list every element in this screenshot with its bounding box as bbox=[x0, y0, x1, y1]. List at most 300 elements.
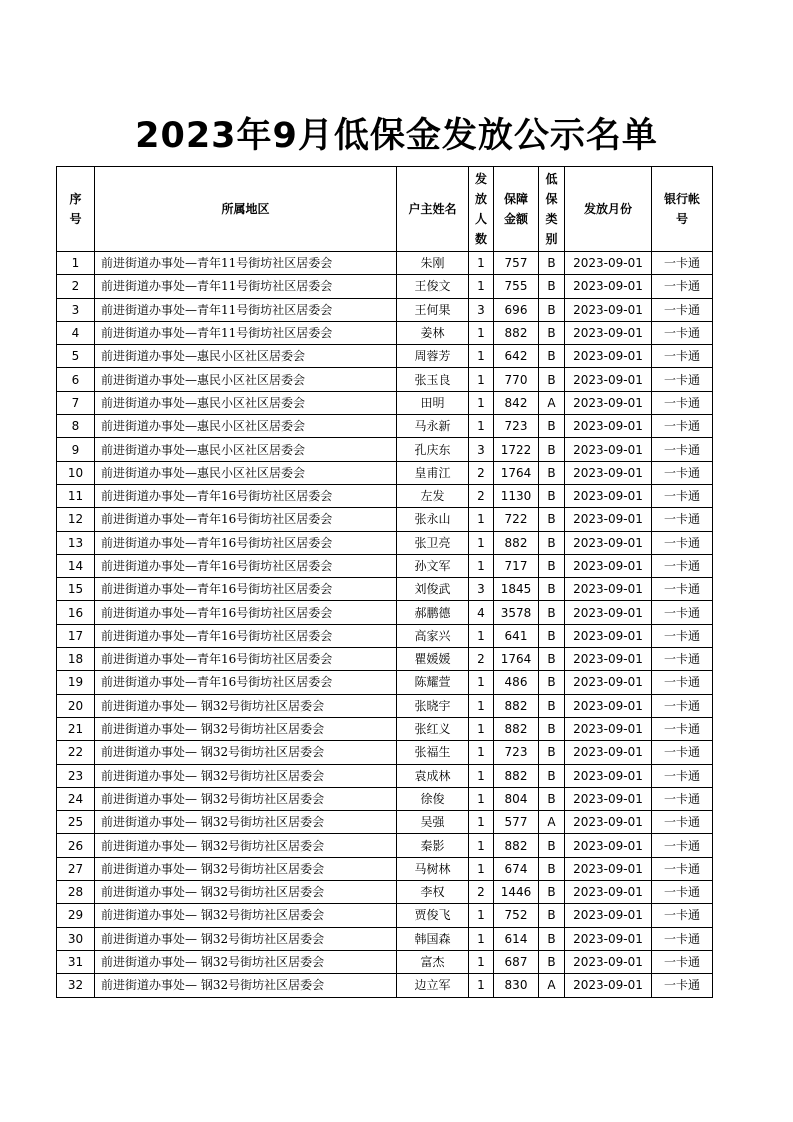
cell-amount: 757 bbox=[494, 252, 539, 275]
cell-area: 前进街道办事处— 钢32号街坊社区居委会 bbox=[95, 950, 397, 973]
cell-people: 1 bbox=[469, 904, 494, 927]
cell-people: 1 bbox=[469, 741, 494, 764]
cell-name: 周蓉芳 bbox=[397, 345, 469, 368]
cell-category: B bbox=[539, 415, 565, 438]
cell-seq: 25 bbox=[57, 811, 95, 834]
table-row bbox=[57, 927, 713, 950]
cell-bank: 一卡通 bbox=[652, 974, 713, 997]
table-row bbox=[57, 694, 713, 717]
cell-area: 前进街道办事处—青年11号街坊社区居委会 bbox=[95, 275, 397, 298]
cell-area: 前进街道办事处— 钢32号街坊社区居委会 bbox=[95, 974, 397, 997]
cell-month: 2023-09-01 bbox=[565, 484, 652, 507]
cell-people: 1 bbox=[469, 624, 494, 647]
cell-amount: 486 bbox=[494, 671, 539, 694]
cell-people: 1 bbox=[469, 275, 494, 298]
cell-name: 皇甫江 bbox=[397, 461, 469, 484]
header-amount: 保障金额 bbox=[494, 167, 539, 252]
header-people: 发放人数 bbox=[469, 167, 494, 252]
table-row bbox=[57, 321, 713, 344]
cell-area: 前进街道办事处— 钢32号街坊社区居委会 bbox=[95, 787, 397, 810]
header-bank: 银行帐号 bbox=[652, 167, 713, 252]
cell-people: 3 bbox=[469, 438, 494, 461]
cell-area: 前进街道办事处— 钢32号街坊社区居委会 bbox=[95, 904, 397, 927]
cell-amount: 752 bbox=[494, 904, 539, 927]
cell-name: 张红义 bbox=[397, 717, 469, 740]
cell-category: B bbox=[539, 275, 565, 298]
cell-name: 瞿媛媛 bbox=[397, 648, 469, 671]
table-row bbox=[57, 275, 713, 298]
table-row bbox=[57, 508, 713, 531]
cell-seq: 7 bbox=[57, 391, 95, 414]
cell-bank: 一卡通 bbox=[652, 741, 713, 764]
cell-bank: 一卡通 bbox=[652, 811, 713, 834]
cell-month: 2023-09-01 bbox=[565, 741, 652, 764]
table-row bbox=[57, 904, 713, 927]
cell-amount: 687 bbox=[494, 950, 539, 973]
cell-people: 3 bbox=[469, 578, 494, 601]
cell-people: 1 bbox=[469, 927, 494, 950]
cell-amount: 1764 bbox=[494, 648, 539, 671]
cell-name: 孙文军 bbox=[397, 554, 469, 577]
cell-name: 贾俊飞 bbox=[397, 904, 469, 927]
cell-name: 王俊文 bbox=[397, 275, 469, 298]
cell-category: B bbox=[539, 741, 565, 764]
cell-area: 前进街道办事处— 钢32号街坊社区居委会 bbox=[95, 881, 397, 904]
cell-seq: 13 bbox=[57, 531, 95, 554]
cell-amount: 804 bbox=[494, 787, 539, 810]
cell-month: 2023-09-01 bbox=[565, 974, 652, 997]
cell-area: 前进街道办事处—青年16号街坊社区居委会 bbox=[95, 578, 397, 601]
cell-area: 前进街道办事处—青年11号街坊社区居委会 bbox=[95, 252, 397, 275]
cell-amount: 696 bbox=[494, 298, 539, 321]
cell-month: 2023-09-01 bbox=[565, 531, 652, 554]
cell-people: 1 bbox=[469, 787, 494, 810]
cell-area: 前进街道办事处—惠民小区社区居委会 bbox=[95, 391, 397, 414]
table-row bbox=[57, 531, 713, 554]
cell-area: 前进街道办事处—青年16号街坊社区居委会 bbox=[95, 554, 397, 577]
cell-area: 前进街道办事处— 钢32号街坊社区居委会 bbox=[95, 834, 397, 857]
cell-month: 2023-09-01 bbox=[565, 857, 652, 880]
cell-people: 1 bbox=[469, 391, 494, 414]
cell-area: 前进街道办事处—青年16号街坊社区居委会 bbox=[95, 531, 397, 554]
cell-category: B bbox=[539, 554, 565, 577]
cell-category: B bbox=[539, 578, 565, 601]
cell-area: 前进街道办事处—惠民小区社区居委会 bbox=[95, 368, 397, 391]
cell-month: 2023-09-01 bbox=[565, 648, 652, 671]
cell-amount: 1130 bbox=[494, 484, 539, 507]
cell-bank: 一卡通 bbox=[652, 461, 713, 484]
cell-month: 2023-09-01 bbox=[565, 671, 652, 694]
cell-area: 前进街道办事处— 钢32号街坊社区居委会 bbox=[95, 694, 397, 717]
cell-bank: 一卡通 bbox=[652, 717, 713, 740]
cell-amount: 842 bbox=[494, 391, 539, 414]
cell-bank: 一卡通 bbox=[652, 950, 713, 973]
table-row bbox=[57, 671, 713, 694]
cell-bank: 一卡通 bbox=[652, 275, 713, 298]
cell-bank: 一卡通 bbox=[652, 881, 713, 904]
cell-seq: 16 bbox=[57, 601, 95, 624]
cell-month: 2023-09-01 bbox=[565, 461, 652, 484]
cell-people: 1 bbox=[469, 252, 494, 275]
cell-people: 1 bbox=[469, 321, 494, 344]
cell-bank: 一卡通 bbox=[652, 578, 713, 601]
cell-category: B bbox=[539, 834, 565, 857]
cell-seq: 14 bbox=[57, 554, 95, 577]
cell-name: 张福生 bbox=[397, 741, 469, 764]
page-title: 2023年9月低保金发放公示名单 bbox=[135, 116, 658, 156]
roster-body bbox=[57, 252, 713, 998]
cell-month: 2023-09-01 bbox=[565, 787, 652, 810]
cell-category: B bbox=[539, 484, 565, 507]
cell-people: 1 bbox=[469, 694, 494, 717]
cell-amount: 755 bbox=[494, 275, 539, 298]
cell-people: 1 bbox=[469, 764, 494, 787]
cell-month: 2023-09-01 bbox=[565, 415, 652, 438]
cell-name: 陈耀萱 bbox=[397, 671, 469, 694]
cell-seq: 21 bbox=[57, 717, 95, 740]
cell-name: 富杰 bbox=[397, 950, 469, 973]
cell-people: 1 bbox=[469, 717, 494, 740]
cell-category: B bbox=[539, 950, 565, 973]
cell-amount: 1722 bbox=[494, 438, 539, 461]
table-row bbox=[57, 974, 713, 997]
cell-category: B bbox=[539, 345, 565, 368]
cell-category: B bbox=[539, 717, 565, 740]
cell-area: 前进街道办事处—惠民小区社区居委会 bbox=[95, 438, 397, 461]
cell-people: 1 bbox=[469, 950, 494, 973]
cell-month: 2023-09-01 bbox=[565, 252, 652, 275]
cell-month: 2023-09-01 bbox=[565, 811, 652, 834]
cell-category: B bbox=[539, 298, 565, 321]
cell-people: 3 bbox=[469, 298, 494, 321]
cell-name: 王何果 bbox=[397, 298, 469, 321]
cell-name: 李权 bbox=[397, 881, 469, 904]
cell-area: 前进街道办事处— 钢32号街坊社区居委会 bbox=[95, 811, 397, 834]
cell-people: 1 bbox=[469, 415, 494, 438]
cell-category: B bbox=[539, 438, 565, 461]
table-row bbox=[57, 368, 713, 391]
cell-category: B bbox=[539, 531, 565, 554]
cell-people: 1 bbox=[469, 368, 494, 391]
cell-month: 2023-09-01 bbox=[565, 881, 652, 904]
cell-month: 2023-09-01 bbox=[565, 834, 652, 857]
cell-people: 2 bbox=[469, 484, 494, 507]
table-row bbox=[57, 298, 713, 321]
cell-area: 前进街道办事处—惠民小区社区居委会 bbox=[95, 345, 397, 368]
cell-name: 张永山 bbox=[397, 508, 469, 531]
cell-category: B bbox=[539, 904, 565, 927]
cell-area: 前进街道办事处—惠民小区社区居委会 bbox=[95, 461, 397, 484]
cell-category: B bbox=[539, 787, 565, 810]
cell-name: 朱刚 bbox=[397, 252, 469, 275]
cell-people: 1 bbox=[469, 974, 494, 997]
cell-category: A bbox=[539, 811, 565, 834]
cell-people: 1 bbox=[469, 345, 494, 368]
cell-month: 2023-09-01 bbox=[565, 927, 652, 950]
cell-amount: 641 bbox=[494, 624, 539, 647]
header-row bbox=[57, 167, 713, 252]
cell-amount: 882 bbox=[494, 694, 539, 717]
cell-area: 前进街道办事处—青年11号街坊社区居委会 bbox=[95, 321, 397, 344]
table-row bbox=[57, 438, 713, 461]
cell-seq: 31 bbox=[57, 950, 95, 973]
cell-amount: 830 bbox=[494, 974, 539, 997]
cell-people: 2 bbox=[469, 648, 494, 671]
header-area: 所属地区 bbox=[95, 167, 397, 252]
cell-seq: 32 bbox=[57, 974, 95, 997]
cell-people: 1 bbox=[469, 857, 494, 880]
table-row bbox=[57, 741, 713, 764]
cell-name: 马永新 bbox=[397, 415, 469, 438]
cell-month: 2023-09-01 bbox=[565, 717, 652, 740]
cell-bank: 一卡通 bbox=[652, 904, 713, 927]
header-name: 户主姓名 bbox=[397, 167, 469, 252]
cell-people: 1 bbox=[469, 531, 494, 554]
cell-area: 前进街道办事处—青年11号街坊社区居委会 bbox=[95, 298, 397, 321]
cell-people: 1 bbox=[469, 671, 494, 694]
cell-amount: 1446 bbox=[494, 881, 539, 904]
cell-area: 前进街道办事处—青年16号街坊社区居委会 bbox=[95, 624, 397, 647]
cell-seq: 6 bbox=[57, 368, 95, 391]
cell-people: 2 bbox=[469, 881, 494, 904]
cell-bank: 一卡通 bbox=[652, 834, 713, 857]
cell-month: 2023-09-01 bbox=[565, 321, 652, 344]
cell-people: 1 bbox=[469, 554, 494, 577]
cell-name: 孔庆东 bbox=[397, 438, 469, 461]
cell-category: B bbox=[539, 508, 565, 531]
cell-amount: 717 bbox=[494, 554, 539, 577]
cell-amount: 1845 bbox=[494, 578, 539, 601]
cell-amount: 674 bbox=[494, 857, 539, 880]
cell-seq: 29 bbox=[57, 904, 95, 927]
cell-month: 2023-09-01 bbox=[565, 438, 652, 461]
cell-amount: 1764 bbox=[494, 461, 539, 484]
cell-category: B bbox=[539, 927, 565, 950]
cell-bank: 一卡通 bbox=[652, 554, 713, 577]
cell-area: 前进街道办事处— 钢32号街坊社区居委会 bbox=[95, 857, 397, 880]
cell-name: 左发 bbox=[397, 484, 469, 507]
cell-seq: 12 bbox=[57, 508, 95, 531]
cell-area: 前进街道办事处—青年16号街坊社区居委会 bbox=[95, 484, 397, 507]
cell-bank: 一卡通 bbox=[652, 764, 713, 787]
cell-name: 刘俊武 bbox=[397, 578, 469, 601]
cell-amount: 882 bbox=[494, 834, 539, 857]
cell-category: B bbox=[539, 461, 565, 484]
table-row bbox=[57, 857, 713, 880]
cell-bank: 一卡通 bbox=[652, 508, 713, 531]
cell-month: 2023-09-01 bbox=[565, 694, 652, 717]
cell-bank: 一卡通 bbox=[652, 624, 713, 647]
table-row bbox=[57, 484, 713, 507]
cell-area: 前进街道办事处—惠民小区社区居委会 bbox=[95, 415, 397, 438]
cell-month: 2023-09-01 bbox=[565, 904, 652, 927]
cell-seq: 4 bbox=[57, 321, 95, 344]
table-row bbox=[57, 881, 713, 904]
cell-people: 1 bbox=[469, 508, 494, 531]
cell-month: 2023-09-01 bbox=[565, 624, 652, 647]
cell-area: 前进街道办事处—青年16号街坊社区居委会 bbox=[95, 671, 397, 694]
cell-bank: 一卡通 bbox=[652, 484, 713, 507]
table-row bbox=[57, 415, 713, 438]
cell-people: 4 bbox=[469, 601, 494, 624]
header-seq: 序号 bbox=[57, 167, 95, 252]
cell-area: 前进街道办事处—青年16号街坊社区居委会 bbox=[95, 508, 397, 531]
table-row bbox=[57, 391, 713, 414]
cell-category: B bbox=[539, 648, 565, 671]
cell-seq: 1 bbox=[57, 252, 95, 275]
cell-seq: 10 bbox=[57, 461, 95, 484]
cell-seq: 5 bbox=[57, 345, 95, 368]
cell-seq: 26 bbox=[57, 834, 95, 857]
cell-name: 马树林 bbox=[397, 857, 469, 880]
cell-bank: 一卡通 bbox=[652, 252, 713, 275]
cell-people: 1 bbox=[469, 834, 494, 857]
cell-seq: 17 bbox=[57, 624, 95, 647]
cell-seq: 18 bbox=[57, 648, 95, 671]
cell-category: B bbox=[539, 321, 565, 344]
cell-category: B bbox=[539, 624, 565, 647]
cell-category: B bbox=[539, 881, 565, 904]
cell-seq: 23 bbox=[57, 764, 95, 787]
cell-category: B bbox=[539, 368, 565, 391]
cell-name: 张玉良 bbox=[397, 368, 469, 391]
table-row bbox=[57, 811, 713, 834]
cell-bank: 一卡通 bbox=[652, 671, 713, 694]
cell-amount: 3578 bbox=[494, 601, 539, 624]
cell-area: 前进街道办事处— 钢32号街坊社区居委会 bbox=[95, 741, 397, 764]
cell-category: A bbox=[539, 974, 565, 997]
cell-amount: 770 bbox=[494, 368, 539, 391]
table-row bbox=[57, 834, 713, 857]
cell-name: 袁成林 bbox=[397, 764, 469, 787]
cell-amount: 723 bbox=[494, 415, 539, 438]
cell-name: 秦影 bbox=[397, 834, 469, 857]
header-category: 低保类别 bbox=[539, 167, 565, 252]
cell-bank: 一卡通 bbox=[652, 787, 713, 810]
table-row bbox=[57, 601, 713, 624]
cell-seq: 11 bbox=[57, 484, 95, 507]
cell-bank: 一卡通 bbox=[652, 648, 713, 671]
table-row bbox=[57, 787, 713, 810]
cell-seq: 27 bbox=[57, 857, 95, 880]
cell-month: 2023-09-01 bbox=[565, 368, 652, 391]
cell-amount: 577 bbox=[494, 811, 539, 834]
header-month: 发放月份 bbox=[565, 167, 652, 252]
cell-name: 田明 bbox=[397, 391, 469, 414]
cell-name: 边立军 bbox=[397, 974, 469, 997]
table-row bbox=[57, 554, 713, 577]
table-row bbox=[57, 648, 713, 671]
cell-bank: 一卡通 bbox=[652, 345, 713, 368]
cell-bank: 一卡通 bbox=[652, 391, 713, 414]
cell-amount: 723 bbox=[494, 741, 539, 764]
cell-area: 前进街道办事处—青年16号街坊社区居委会 bbox=[95, 648, 397, 671]
cell-seq: 15 bbox=[57, 578, 95, 601]
cell-seq: 2 bbox=[57, 275, 95, 298]
cell-bank: 一卡通 bbox=[652, 927, 713, 950]
cell-amount: 614 bbox=[494, 927, 539, 950]
cell-month: 2023-09-01 bbox=[565, 764, 652, 787]
cell-bank: 一卡通 bbox=[652, 438, 713, 461]
cell-people: 1 bbox=[469, 811, 494, 834]
table-row bbox=[57, 717, 713, 740]
cell-name: 吴强 bbox=[397, 811, 469, 834]
cell-bank: 一卡通 bbox=[652, 415, 713, 438]
cell-seq: 8 bbox=[57, 415, 95, 438]
cell-month: 2023-09-01 bbox=[565, 508, 652, 531]
cell-bank: 一卡通 bbox=[652, 857, 713, 880]
cell-month: 2023-09-01 bbox=[565, 554, 652, 577]
cell-seq: 28 bbox=[57, 881, 95, 904]
cell-seq: 22 bbox=[57, 741, 95, 764]
table-row bbox=[57, 461, 713, 484]
cell-month: 2023-09-01 bbox=[565, 950, 652, 973]
cell-month: 2023-09-01 bbox=[565, 391, 652, 414]
cell-name: 韩国森 bbox=[397, 927, 469, 950]
cell-category: A bbox=[539, 391, 565, 414]
cell-bank: 一卡通 bbox=[652, 321, 713, 344]
table-row bbox=[57, 950, 713, 973]
cell-category: B bbox=[539, 671, 565, 694]
cell-amount: 882 bbox=[494, 764, 539, 787]
cell-bank: 一卡通 bbox=[652, 531, 713, 554]
table-row bbox=[57, 252, 713, 275]
cell-name: 高家兴 bbox=[397, 624, 469, 647]
cell-month: 2023-09-01 bbox=[565, 275, 652, 298]
cell-area: 前进街道办事处— 钢32号街坊社区居委会 bbox=[95, 717, 397, 740]
cell-name: 张晓宇 bbox=[397, 694, 469, 717]
cell-area: 前进街道办事处— 钢32号街坊社区居委会 bbox=[95, 927, 397, 950]
cell-amount: 722 bbox=[494, 508, 539, 531]
cell-category: B bbox=[539, 857, 565, 880]
cell-name: 姜林 bbox=[397, 321, 469, 344]
cell-name: 徐俊 bbox=[397, 787, 469, 810]
table-row bbox=[57, 578, 713, 601]
cell-area: 前进街道办事处—青年16号街坊社区居委会 bbox=[95, 601, 397, 624]
cell-amount: 882 bbox=[494, 717, 539, 740]
cell-seq: 24 bbox=[57, 787, 95, 810]
cell-category: B bbox=[539, 601, 565, 624]
cell-area: 前进街道办事处— 钢32号街坊社区居委会 bbox=[95, 764, 397, 787]
cell-category: B bbox=[539, 252, 565, 275]
cell-month: 2023-09-01 bbox=[565, 345, 652, 368]
cell-seq: 19 bbox=[57, 671, 95, 694]
cell-bank: 一卡通 bbox=[652, 298, 713, 321]
table-row bbox=[57, 764, 713, 787]
cell-month: 2023-09-01 bbox=[565, 578, 652, 601]
cell-month: 2023-09-01 bbox=[565, 298, 652, 321]
cell-amount: 642 bbox=[494, 345, 539, 368]
cell-amount: 882 bbox=[494, 531, 539, 554]
cell-amount: 882 bbox=[494, 321, 539, 344]
cell-people: 2 bbox=[469, 461, 494, 484]
cell-category: B bbox=[539, 694, 565, 717]
cell-month: 2023-09-01 bbox=[565, 601, 652, 624]
cell-bank: 一卡通 bbox=[652, 694, 713, 717]
cell-bank: 一卡通 bbox=[652, 601, 713, 624]
table-row bbox=[57, 345, 713, 368]
cell-seq: 30 bbox=[57, 927, 95, 950]
cell-bank: 一卡通 bbox=[652, 368, 713, 391]
cell-name: 张卫亮 bbox=[397, 531, 469, 554]
roster-table bbox=[56, 166, 713, 998]
cell-seq: 3 bbox=[57, 298, 95, 321]
cell-name: 郝鹏德 bbox=[397, 601, 469, 624]
table-row bbox=[57, 624, 713, 647]
cell-seq: 9 bbox=[57, 438, 95, 461]
cell-category: B bbox=[539, 764, 565, 787]
cell-seq: 20 bbox=[57, 694, 95, 717]
